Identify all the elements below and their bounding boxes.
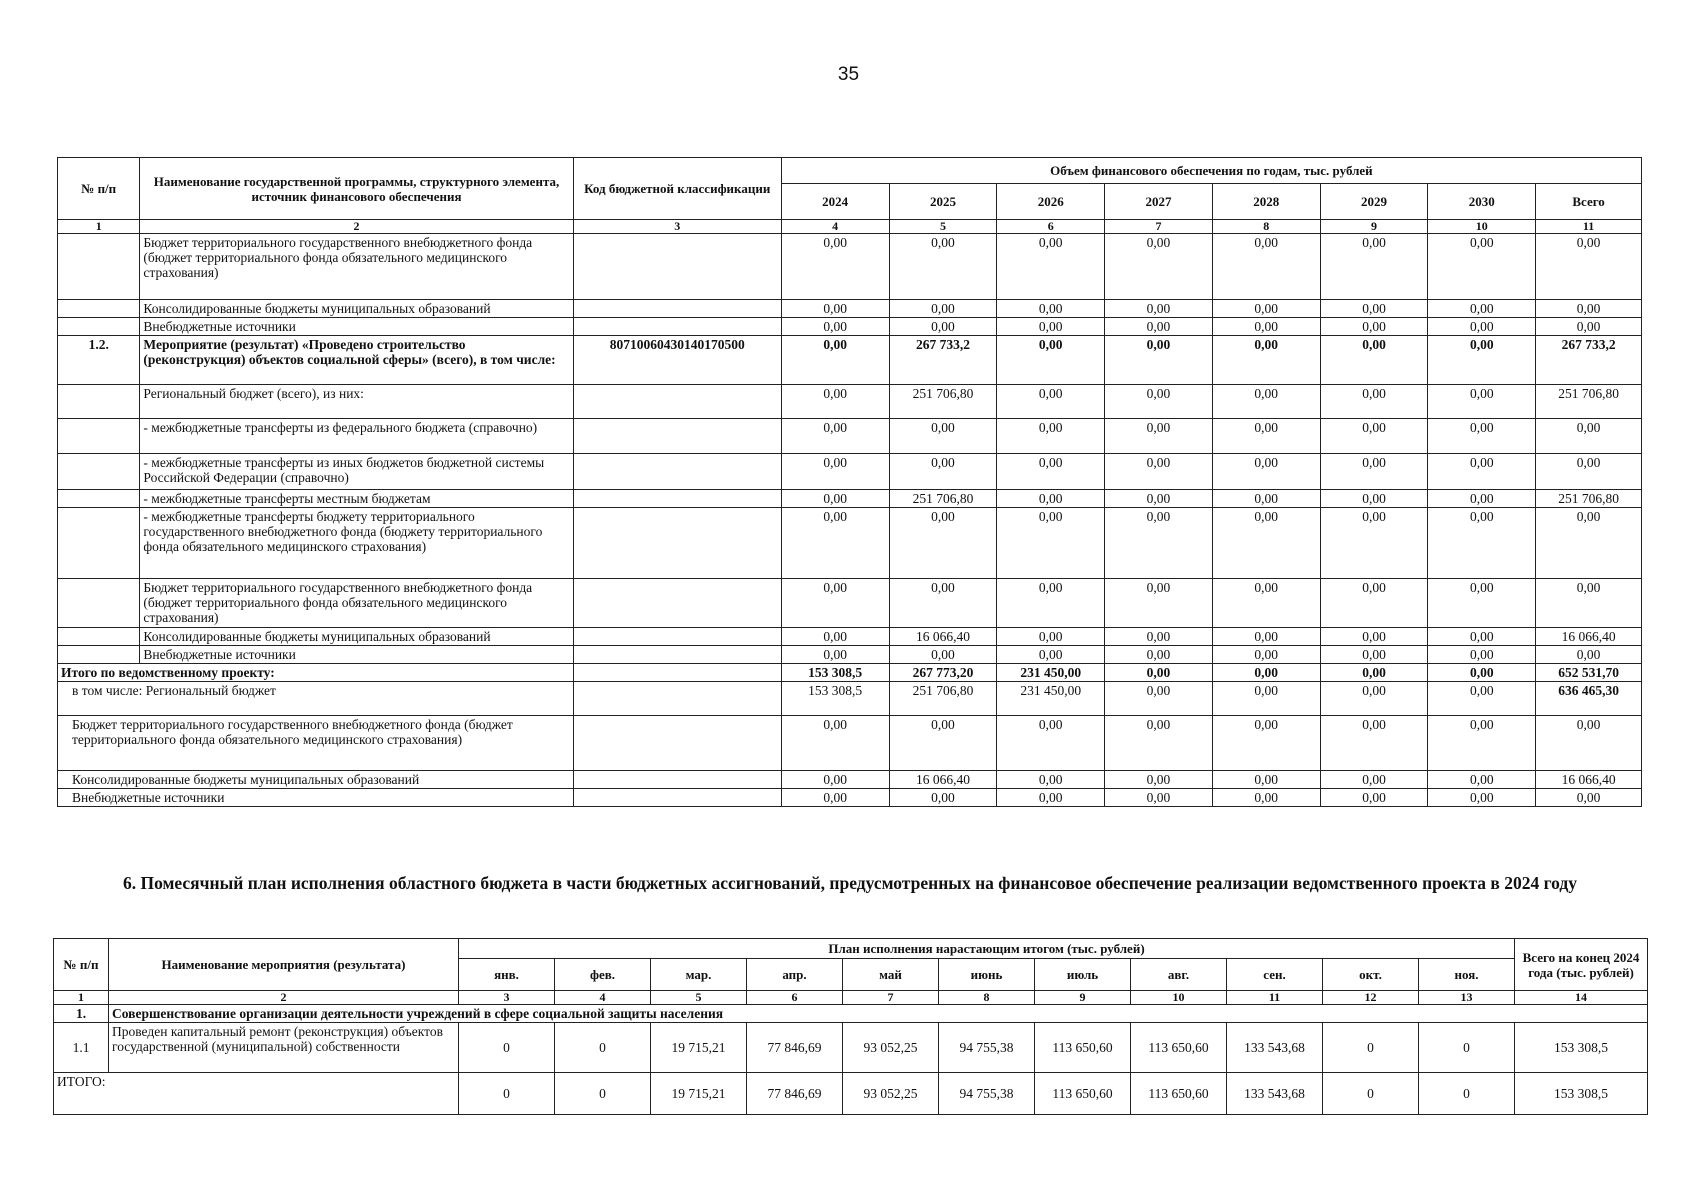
total-breakdown-value: 251 706,80 xyxy=(889,682,997,716)
total-breakdown-value: 0,00 xyxy=(889,789,997,807)
row-value: 0,00 xyxy=(1320,234,1428,300)
row-name: Проведен капитальный ремонт (реконструкция) объектов государственной (муниципальной) собственности xyxy=(109,1023,459,1073)
row-value: 93 052,25 xyxy=(843,1023,939,1073)
column-number: 3 xyxy=(573,220,781,234)
row-code xyxy=(573,300,781,318)
row-code xyxy=(573,234,781,300)
total-breakdown-value: 0,00 xyxy=(1212,682,1320,716)
row-value: 0,00 xyxy=(1212,454,1320,490)
row-value: 0,00 xyxy=(1428,419,1536,454)
row-value: 0,00 xyxy=(1105,579,1213,628)
row-value: 0,00 xyxy=(1428,579,1536,628)
table-row xyxy=(58,646,1642,664)
row-value: 0,00 xyxy=(781,579,889,628)
month-header: июнь xyxy=(939,959,1035,991)
total-breakdown-name: Внебюджетные источники xyxy=(58,789,574,807)
total-breakdown-value: 0,00 xyxy=(1320,716,1428,771)
total-value: 77 846,69 xyxy=(747,1073,843,1115)
row-number xyxy=(58,628,140,646)
row-value: 0,00 xyxy=(1320,419,1428,454)
row-code xyxy=(573,490,781,508)
row-value: 0,00 xyxy=(889,508,997,579)
row-value: 0,00 xyxy=(1320,628,1428,646)
total-label: Итого по ведомственному проекту: xyxy=(58,664,574,682)
row-value: 0,00 xyxy=(1428,385,1536,419)
row-number xyxy=(58,646,140,664)
row-number xyxy=(58,508,140,579)
row-value: 267 733,2 xyxy=(889,336,997,385)
row-code xyxy=(573,508,781,579)
row-value: 0,00 xyxy=(1212,234,1320,300)
total-value: 19 715,21 xyxy=(651,1073,747,1115)
row-value: 0,00 xyxy=(781,318,889,336)
row-value: 0,00 xyxy=(1428,454,1536,490)
total-breakdown-name: в том числе: Региональный бюджет xyxy=(58,682,574,716)
column-number: 1 xyxy=(54,991,109,1005)
row-value: 267 733,2 xyxy=(1536,336,1642,385)
column-number: 3 xyxy=(459,991,555,1005)
plan-header-name: Наименование мероприятия (результата) xyxy=(109,939,459,991)
row-value: 0,00 xyxy=(889,300,997,318)
row-value: 0,00 xyxy=(1320,646,1428,664)
row-name: Консолидированные бюджеты муниципальных образований xyxy=(140,628,573,646)
row-value: 0,00 xyxy=(997,454,1105,490)
row-value: 0,00 xyxy=(1212,419,1320,454)
row-value: 0,00 xyxy=(1428,508,1536,579)
total-row xyxy=(54,1073,1648,1115)
total-value: 0 xyxy=(555,1073,651,1115)
row-value: 0 xyxy=(459,1023,555,1073)
row-value: 0,00 xyxy=(997,318,1105,336)
row-value: 0,00 xyxy=(1105,318,1213,336)
total-breakdown-row xyxy=(58,789,1642,807)
row-value: 0,00 xyxy=(1320,579,1428,628)
row-value: 133 543,68 xyxy=(1227,1023,1323,1073)
total-breakdown-value: 0,00 xyxy=(1428,789,1536,807)
total-breakdown-value: 0,00 xyxy=(1428,682,1536,716)
table-row xyxy=(58,490,1642,508)
month-header: ноя. xyxy=(1419,959,1515,991)
total-value: 133 543,68 xyxy=(1227,1073,1323,1115)
total-breakdown-value: 0,00 xyxy=(781,716,889,771)
row-value: 0,00 xyxy=(997,300,1105,318)
total-value: 231 450,00 xyxy=(997,664,1105,682)
row-value: 16 066,40 xyxy=(1536,628,1642,646)
column-number: 7 xyxy=(843,991,939,1005)
row-value: 0,00 xyxy=(1536,419,1642,454)
row-value: 0,00 xyxy=(1428,646,1536,664)
row-code xyxy=(573,628,781,646)
col-header-volume: Объем финансового обеспечения по годам, тыс. рублей xyxy=(781,158,1641,184)
total-breakdown-value: 0,00 xyxy=(1212,771,1320,789)
group-number: 1. xyxy=(54,1005,109,1023)
row-name: Бюджет территориального государственного внебюджетного фонда (бюджет территориального фонда обязательного медицинского страхования) xyxy=(140,234,573,300)
row-value: 0,00 xyxy=(781,646,889,664)
row-number xyxy=(58,579,140,628)
table-row xyxy=(58,234,1642,300)
total-row xyxy=(58,664,1642,682)
total-value: 0,00 xyxy=(1105,664,1213,682)
row-value: 0,00 xyxy=(1105,646,1213,664)
row-value: 0,00 xyxy=(1105,419,1213,454)
row-value: 0,00 xyxy=(997,508,1105,579)
row-value: 0,00 xyxy=(1212,300,1320,318)
row-code xyxy=(573,579,781,628)
plan-header-total: Всего на конец 2024 года (тыс. рублей) xyxy=(1515,939,1648,991)
row-value: 0,00 xyxy=(1320,385,1428,419)
total-value: 153 308,5 xyxy=(781,664,889,682)
row-value: 94 755,38 xyxy=(939,1023,1035,1073)
year-header: 2030 xyxy=(1428,184,1536,220)
row-value: 251 706,80 xyxy=(1536,385,1642,419)
row-value: 0,00 xyxy=(1536,318,1642,336)
plan-header-num: № п/п xyxy=(54,939,109,991)
total-breakdown-value: 0,00 xyxy=(1428,771,1536,789)
total-breakdown-row xyxy=(58,682,1642,716)
month-header: авг. xyxy=(1131,959,1227,991)
month-header: май xyxy=(843,959,939,991)
row-value: 77 846,69 xyxy=(747,1023,843,1073)
row-value: 0,00 xyxy=(889,318,997,336)
column-number: 8 xyxy=(1212,220,1320,234)
total-value: 113 650,60 xyxy=(1131,1073,1227,1115)
row-number xyxy=(58,300,140,318)
row-value: 113 650,60 xyxy=(1035,1023,1131,1073)
row-code: 80710060430140170500 xyxy=(573,336,781,385)
table-row xyxy=(58,385,1642,419)
row-value: 0,00 xyxy=(1428,336,1536,385)
row-value: 0,00 xyxy=(1105,300,1213,318)
total-value: 0,00 xyxy=(1428,664,1536,682)
row-value: 0,00 xyxy=(889,579,997,628)
column-number: 5 xyxy=(651,991,747,1005)
row-value: 0,00 xyxy=(1105,490,1213,508)
row-value: 153 308,5 xyxy=(1515,1023,1648,1073)
table-row xyxy=(58,318,1642,336)
row-value: 0,00 xyxy=(1320,318,1428,336)
total-breakdown-value: 0,00 xyxy=(997,789,1105,807)
section-6-title: 6. Помесячный план исполнения областного бюджета в части бюджетных ассигнований, предусмотренных на финансовое обеспечение реализации ведомственного проекта в 2024 году xyxy=(122,873,1577,893)
total-breakdown-code xyxy=(573,716,781,771)
row-value: 0,00 xyxy=(997,628,1105,646)
row-value: 0 xyxy=(1323,1023,1419,1073)
total-breakdown-code xyxy=(573,789,781,807)
row-value: 0,00 xyxy=(1536,300,1642,318)
total-breakdown-value: 16 066,40 xyxy=(1536,771,1642,789)
row-name: Мероприятие (результат) «Проведено строительство (реконструкция) объектов социальной сферы» (всего), в том числе: xyxy=(140,336,573,385)
total-breakdown-value: 0,00 xyxy=(1320,682,1428,716)
row-value: 0,00 xyxy=(997,419,1105,454)
row-value: 0,00 xyxy=(781,628,889,646)
row-value: 0,00 xyxy=(1105,336,1213,385)
month-header: сен. xyxy=(1227,959,1323,991)
row-value: 0,00 xyxy=(1105,385,1213,419)
total-breakdown-name: Консолидированные бюджеты муниципальных образований xyxy=(58,771,574,789)
total-breakdown-name: Бюджет территориального государственного внебюджетного фонда (бюджет территориального фонда обязательного медицинского страхования) xyxy=(58,716,574,771)
table-row xyxy=(58,508,1642,579)
month-header: апр. xyxy=(747,959,843,991)
column-number: 4 xyxy=(555,991,651,1005)
year-header: 2024 xyxy=(781,184,889,220)
row-name: Внебюджетные источники xyxy=(140,646,573,664)
total-value: 0 xyxy=(459,1073,555,1115)
table-row xyxy=(58,454,1642,490)
row-value: 0,00 xyxy=(1320,300,1428,318)
row-value: 0,00 xyxy=(1105,234,1213,300)
total-label: ИТОГО: xyxy=(54,1073,459,1115)
row-value: 0,00 xyxy=(781,300,889,318)
total-breakdown-value: 0,00 xyxy=(1428,716,1536,771)
table-row xyxy=(54,1023,1648,1073)
row-value: 0,00 xyxy=(1105,508,1213,579)
row-value: 0,00 xyxy=(1212,336,1320,385)
budget-table xyxy=(57,157,1642,807)
row-code xyxy=(573,419,781,454)
total-breakdown-value: 153 308,5 xyxy=(781,682,889,716)
group-row xyxy=(54,1005,1648,1023)
row-value: 0,00 xyxy=(781,419,889,454)
row-value: 0,00 xyxy=(889,646,997,664)
month-header: фев. xyxy=(555,959,651,991)
year-header: 2027 xyxy=(1105,184,1213,220)
row-value: 0,00 xyxy=(1536,579,1642,628)
row-value: 0,00 xyxy=(997,490,1105,508)
row-value: 0,00 xyxy=(1320,454,1428,490)
column-number: 2 xyxy=(140,220,573,234)
year-header: Всего xyxy=(1536,184,1642,220)
column-number: 6 xyxy=(747,991,843,1005)
total-breakdown-value: 0,00 xyxy=(1536,716,1642,771)
column-number: 14 xyxy=(1515,991,1648,1005)
row-value: 0,00 xyxy=(997,579,1105,628)
column-number: 8 xyxy=(939,991,1035,1005)
row-name: Бюджет территориального государственного внебюджетного фонда (бюджет территориального фонда обязательного медицинского страхования) xyxy=(140,579,573,628)
row-value: 113 650,60 xyxy=(1131,1023,1227,1073)
plan-header-cumulative: План исполнения нарастающим итогом (тыс. рублей) xyxy=(459,939,1515,959)
column-number: 1 xyxy=(58,220,140,234)
row-value: 0,00 xyxy=(1536,454,1642,490)
column-number: 9 xyxy=(1035,991,1131,1005)
total-breakdown-value: 0,00 xyxy=(997,716,1105,771)
row-code xyxy=(573,318,781,336)
year-header: 2029 xyxy=(1320,184,1428,220)
row-value: 0,00 xyxy=(1212,646,1320,664)
total-breakdown-value: 0,00 xyxy=(1536,789,1642,807)
column-number: 4 xyxy=(781,220,889,234)
table-row xyxy=(58,628,1642,646)
row-number xyxy=(58,419,140,454)
row-value: 0 xyxy=(555,1023,651,1073)
total-value: 267 773,20 xyxy=(889,664,997,682)
row-value: 251 706,80 xyxy=(889,490,997,508)
total-value: 0,00 xyxy=(1320,664,1428,682)
row-value: 0,00 xyxy=(1428,628,1536,646)
month-header: окт. xyxy=(1323,959,1419,991)
row-value: 0,00 xyxy=(1428,234,1536,300)
total-breakdown-value: 0,00 xyxy=(1212,789,1320,807)
total-code xyxy=(573,664,781,682)
row-value: 0,00 xyxy=(889,234,997,300)
total-breakdown-value: 0,00 xyxy=(1212,716,1320,771)
total-value: 93 052,25 xyxy=(843,1073,939,1115)
table-row xyxy=(58,579,1642,628)
row-value: 0,00 xyxy=(997,234,1105,300)
total-breakdown-value: 0,00 xyxy=(1105,771,1213,789)
row-value: 0,00 xyxy=(997,646,1105,664)
row-name: Консолидированные бюджеты муниципальных образований xyxy=(140,300,573,318)
column-number: 11 xyxy=(1536,220,1642,234)
row-number xyxy=(58,318,140,336)
row-value: 0,00 xyxy=(1320,336,1428,385)
row-number: 1.1 xyxy=(54,1023,109,1073)
row-number xyxy=(58,454,140,490)
row-value: 0,00 xyxy=(1428,300,1536,318)
table-row xyxy=(58,336,1642,385)
column-number: 2 xyxy=(109,991,459,1005)
col-header-name: Наименование государственной программы, структурного элемента, источник финансового обеспечения xyxy=(140,158,573,220)
group-name: Совершенствование организации деятельности учреждений в сфере социальной защиты населения xyxy=(109,1005,1648,1023)
row-value: 0,00 xyxy=(781,385,889,419)
row-name: - межбюджетные трансферты из федерального бюджета (справочно) xyxy=(140,419,573,454)
table-row xyxy=(58,300,1642,318)
total-value: 113 650,60 xyxy=(1035,1073,1131,1115)
row-name: Региональный бюджет (всего), из них: xyxy=(140,385,573,419)
total-value: 652 531,70 xyxy=(1536,664,1642,682)
column-number: 12 xyxy=(1323,991,1419,1005)
row-value: 0,00 xyxy=(1212,385,1320,419)
row-value: 0,00 xyxy=(1212,628,1320,646)
column-number: 6 xyxy=(997,220,1105,234)
table-row xyxy=(58,419,1642,454)
row-value: 0,00 xyxy=(781,490,889,508)
column-number: 10 xyxy=(1428,220,1536,234)
row-value: 0,00 xyxy=(1320,490,1428,508)
column-number: 11 xyxy=(1227,991,1323,1005)
column-number: 7 xyxy=(1105,220,1213,234)
total-breakdown-row xyxy=(58,716,1642,771)
month-header: мар. xyxy=(651,959,747,991)
monthly-plan-table xyxy=(53,938,1648,1115)
row-name: - межбюджетные трансферты бюджету территориального государственного внебюджетного фонда (бюджету территориального фонда обязательного медицинского страхования) xyxy=(140,508,573,579)
total-breakdown-value: 0,00 xyxy=(781,771,889,789)
column-number: 5 xyxy=(889,220,997,234)
total-breakdown-code xyxy=(573,771,781,789)
total-value: 94 755,38 xyxy=(939,1073,1035,1115)
row-value: 16 066,40 xyxy=(889,628,997,646)
row-code xyxy=(573,454,781,490)
page-number: 35 xyxy=(837,64,860,85)
row-number xyxy=(58,490,140,508)
row-value: 0,00 xyxy=(1536,508,1642,579)
row-value: 0,00 xyxy=(889,454,997,490)
year-header: 2026 xyxy=(997,184,1105,220)
total-breakdown-code xyxy=(573,682,781,716)
row-value: 0,00 xyxy=(781,234,889,300)
row-value: 0,00 xyxy=(781,508,889,579)
row-value: 0,00 xyxy=(781,454,889,490)
row-number xyxy=(58,234,140,300)
row-value: 251 706,80 xyxy=(1536,490,1642,508)
column-number: 13 xyxy=(1419,991,1515,1005)
total-value: 0 xyxy=(1419,1073,1515,1115)
row-name: - межбюджетные трансферты из иных бюджетов бюджетной системы Российской Федерации (справочно) xyxy=(140,454,573,490)
row-value: 0,00 xyxy=(1212,318,1320,336)
row-value: 0,00 xyxy=(1212,579,1320,628)
row-number: 1.2. xyxy=(58,336,140,385)
row-value: 0,00 xyxy=(889,419,997,454)
total-breakdown-value: 636 465,30 xyxy=(1536,682,1642,716)
total-breakdown-value: 0,00 xyxy=(997,771,1105,789)
row-value: 0,00 xyxy=(997,385,1105,419)
col-header-num: № п/п xyxy=(58,158,140,220)
total-breakdown-value: 16 066,40 xyxy=(889,771,997,789)
total-breakdown-value: 0,00 xyxy=(889,716,997,771)
row-number xyxy=(58,385,140,419)
total-breakdown-value: 0,00 xyxy=(1320,771,1428,789)
row-value: 0,00 xyxy=(1428,490,1536,508)
total-breakdown-value: 231 450,00 xyxy=(997,682,1105,716)
row-value: 0 xyxy=(1419,1023,1515,1073)
row-value: 0,00 xyxy=(1105,454,1213,490)
total-breakdown-value: 0,00 xyxy=(1105,789,1213,807)
total-value: 153 308,5 xyxy=(1515,1073,1648,1115)
row-name: - межбюджетные трансферты местным бюджетам xyxy=(140,490,573,508)
row-value: 0,00 xyxy=(1536,234,1642,300)
row-name: Внебюджетные источники xyxy=(140,318,573,336)
month-header: июль xyxy=(1035,959,1131,991)
total-value: 0,00 xyxy=(1212,664,1320,682)
col-header-code: Код бюджетной классификации xyxy=(573,158,781,220)
row-value: 0,00 xyxy=(1428,318,1536,336)
total-breakdown-value: 0,00 xyxy=(1105,682,1213,716)
row-value: 19 715,21 xyxy=(651,1023,747,1073)
row-value: 0,00 xyxy=(1212,508,1320,579)
total-value: 0 xyxy=(1323,1073,1419,1115)
row-value: 251 706,80 xyxy=(889,385,997,419)
total-breakdown-row xyxy=(58,771,1642,789)
total-breakdown-value: 0,00 xyxy=(1320,789,1428,807)
row-code xyxy=(573,646,781,664)
row-value: 0,00 xyxy=(1212,490,1320,508)
row-code xyxy=(573,385,781,419)
month-header: янв. xyxy=(459,959,555,991)
row-value: 0,00 xyxy=(1105,628,1213,646)
year-header: 2028 xyxy=(1212,184,1320,220)
row-value: 0,00 xyxy=(1320,508,1428,579)
row-value: 0,00 xyxy=(997,336,1105,385)
column-number: 9 xyxy=(1320,220,1428,234)
year-header: 2025 xyxy=(889,184,997,220)
total-breakdown-value: 0,00 xyxy=(1105,716,1213,771)
row-value: 0,00 xyxy=(781,336,889,385)
total-breakdown-value: 0,00 xyxy=(781,789,889,807)
row-value: 0,00 xyxy=(1536,646,1642,664)
column-number: 10 xyxy=(1131,991,1227,1005)
